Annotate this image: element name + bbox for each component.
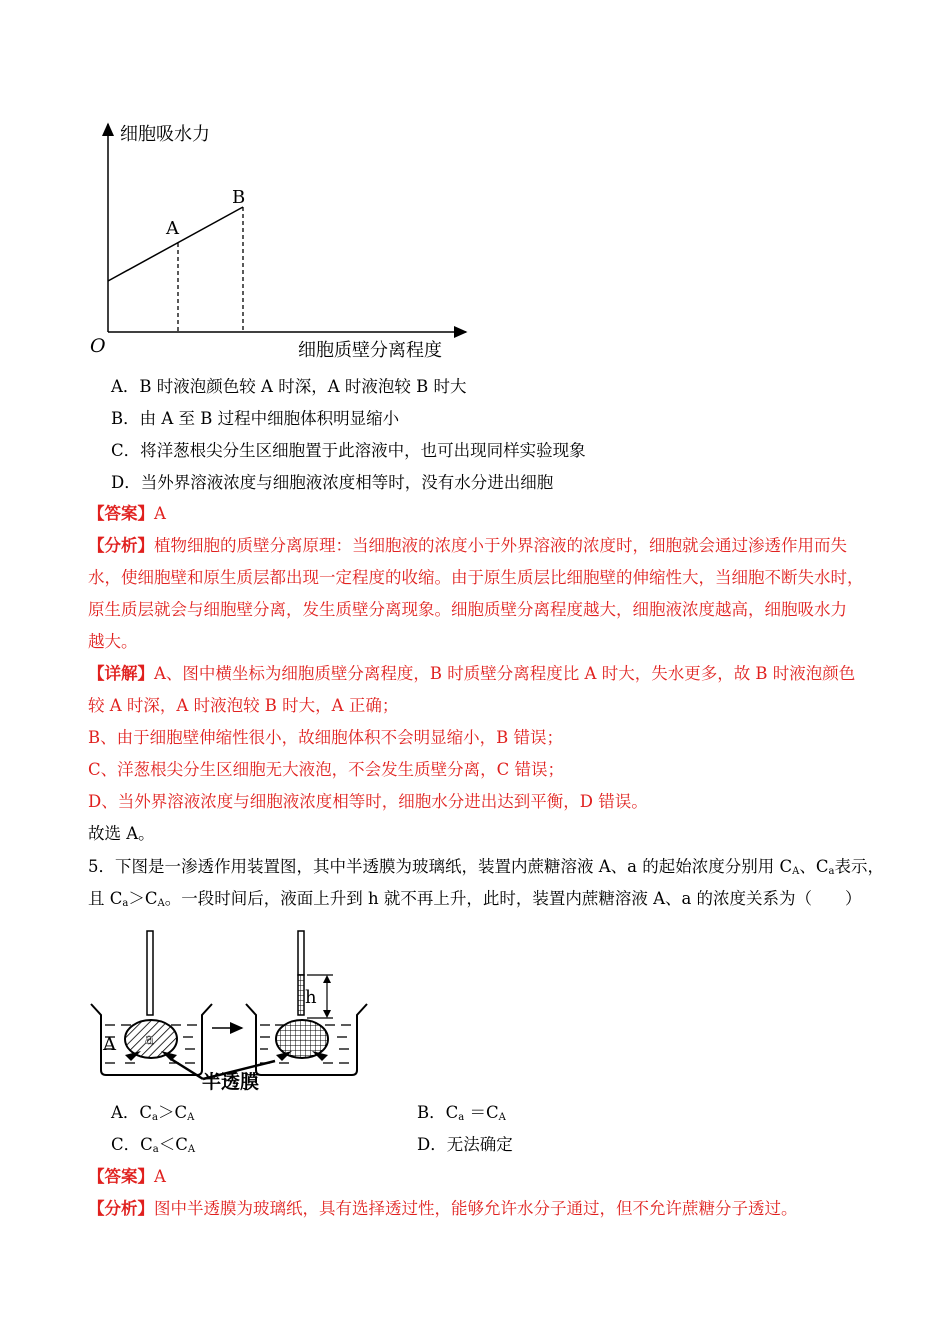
q5-analysis-text: 图中半透膜为玻璃纸，具有选择透过性，能够允许水分子通过，但不允许蔗糖分子透过。: [154, 1199, 798, 1218]
q4-detail-text-1: A、图中横坐标为细胞质壁分离程度，B 时质壁分离程度比 A 时大，失水更多，故 B 时液泡颜色: [154, 664, 856, 683]
q5-stem-mid-1: 、C: [799, 857, 829, 876]
q5-option-c-pre: C．C: [111, 1135, 153, 1154]
q5-answer-value: A: [154, 1167, 166, 1186]
q5-stem-sub-4: A: [157, 898, 165, 909]
q4-detail-tag: 【详解】: [88, 664, 154, 683]
q5-option-c: [111, 1134, 195, 1161]
q4-option-a: A．B 时液泡颜色较 A 时深，A 时液泡较 B 时大: [111, 377, 467, 396]
q4-detail-line-1: [88, 663, 855, 685]
q5-option-b-pre: B．C: [417, 1103, 459, 1122]
point-a-label: A: [166, 218, 179, 239]
q5-option-c-sub1: a: [152, 1144, 159, 1155]
q5-answer-tag: 【答案】: [88, 1167, 154, 1186]
q4-analysis-line-2: 水，使细胞壁和原生质层都出现一定程度的收缩。由于原生质层比细胞壁的伸缩性大，当细胞不断失水时，: [88, 568, 864, 587]
q4-option-b: B．由 A 至 B 过程中细胞体积明显缩小: [111, 409, 400, 428]
q4-conclusion: 故选 A。: [88, 824, 155, 843]
q5-stem-line-1: [88, 856, 884, 883]
q5-option-a-sub1: a: [152, 1112, 159, 1123]
q4-analysis-text-1: 植物细胞的质壁分离原理：当细胞液的浓度小于外界溶液的浓度时，细胞就会通过渗透作用而失: [154, 536, 847, 555]
q5-stem-end-2: 。一段时间后，液面上升到 h 就不再上升，此时，装置内蔗糖溶液 A、a 的浓度关系为（ ）: [164, 889, 862, 908]
label-small-a: a: [145, 1030, 154, 1048]
origin-label: O: [90, 335, 106, 357]
q5-option-c-sub2: A: [187, 1144, 196, 1155]
label-membrane: 半透膜: [202, 1071, 260, 1093]
x-axis-label: 细胞质壁分离程度: [298, 340, 442, 361]
q5-option-a-pre: A．C: [111, 1103, 153, 1122]
y-axis-label: 细胞吸水力: [120, 124, 210, 145]
q4-analysis-line-3: 原生质层就会与细胞壁分离，发生质壁分离现象。细胞质壁分离程度越大，细胞液浓度越高，细胞吸水力: [88, 600, 847, 619]
q4-answer-tag: 【答案】: [88, 504, 154, 523]
q5-option-b-sub2: A: [498, 1112, 506, 1123]
q5-option-c-op: ＜C: [158, 1135, 188, 1154]
absorption-graph: [80, 110, 480, 370]
q5-analysis: [88, 1198, 798, 1220]
q4-detail-line-5: D、当外界溶液浓度与细胞液浓度相等时，细胞水分进出达到平衡，D 错误。: [88, 792, 648, 811]
label-big-a: A: [103, 1034, 116, 1055]
q5-stem-text-2: 且 C: [88, 889, 123, 908]
q5-option-a: [111, 1102, 194, 1129]
q5-option-b-sub1: a: [458, 1112, 465, 1123]
q4-option-d: D．当外界溶液浓度与细胞液浓度相等时，没有水分进出细胞: [111, 473, 554, 492]
q5-answer: [88, 1166, 166, 1188]
q5-option-d: D．无法确定: [417, 1135, 513, 1154]
point-b-label: B: [232, 187, 246, 208]
left-beaker: [91, 931, 212, 1075]
q4-analysis-line-1: [88, 535, 847, 557]
q5-stem-sub-3: a: [122, 898, 129, 909]
q4-detail-line-3: B、由于细胞壁伸缩性很小，故细胞体积不会明显缩小，B 错误；: [88, 728, 563, 747]
q5-stem-sub-2: a: [828, 866, 835, 877]
q5-stem-mid-2: ＞C: [128, 889, 158, 908]
q4-answer-value: A: [154, 504, 166, 523]
q5-stem-line-2: [88, 888, 862, 915]
q5-option-b: [417, 1102, 506, 1129]
q4-answer: [88, 503, 166, 525]
q4-option-c: C．将洋葱根尖分生区细胞置于此溶液中，也可出现同样实验现象: [111, 441, 586, 460]
q4-analysis-tag: 【分析】: [88, 536, 154, 555]
q5-option-a-op: ＞C: [158, 1103, 188, 1122]
q5-stem-text-1: 5．下图是一渗透作用装置图，其中半透膜为玻璃纸，装置内蔗糖溶液 A、a 的起始浓度分别用 C: [88, 857, 793, 876]
osmosis-figure: [85, 925, 370, 1095]
q5-option-b-op: ＝C: [464, 1103, 499, 1122]
q5-option-a-sub2: A: [187, 1112, 195, 1123]
q4-detail-line-4: C、洋葱根尖分生区细胞无大液泡，不会发生质壁分离，C 错误；: [88, 760, 564, 779]
label-h: h: [305, 987, 317, 1008]
q5-stem-sub-1: A: [792, 866, 800, 877]
right-beaker: [246, 931, 367, 1075]
q4-detail-line-2: 较 A 时深，A 时液泡较 B 时大，A 正确；: [88, 696, 399, 715]
q4-analysis-line-4: 越大。: [88, 632, 138, 651]
q5-analysis-tag: 【分析】: [88, 1199, 154, 1218]
q5-stem-end-1: 表示，: [834, 857, 884, 876]
